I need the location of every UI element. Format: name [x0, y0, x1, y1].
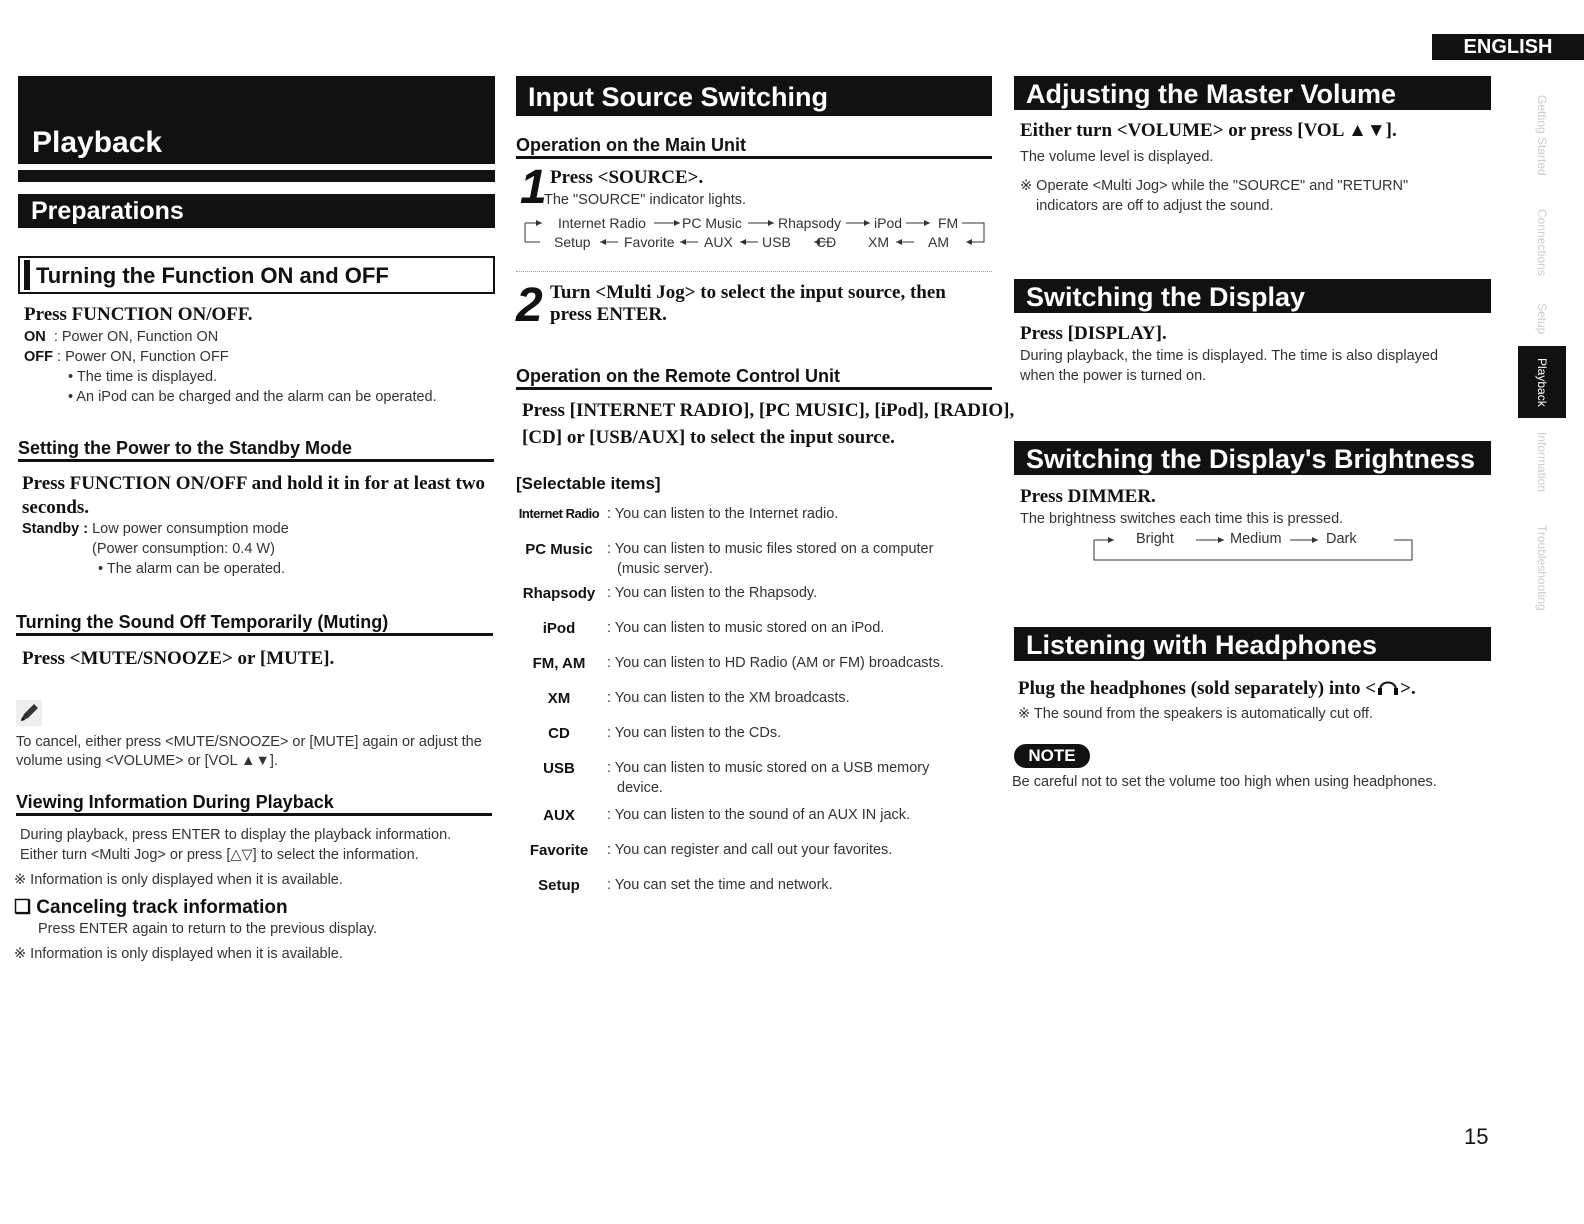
muting-heading: Turning the Sound Off Temporarily (Muting) — [16, 612, 493, 636]
note-text: Be careful not to set the volume too high when using headphones. — [1012, 774, 1437, 790]
item-description: : You can register and call out your favorites. — [607, 842, 893, 858]
side-tab-playback[interactable]: Playback — [1518, 346, 1566, 418]
main-unit-heading: Operation on the Main Unit — [516, 135, 992, 159]
page-number: 15 — [1464, 1124, 1489, 1149]
on-row: ON : Power ON, Function ON — [24, 329, 219, 345]
cancel-muting-text-2: volume using <VOLUME> or [VOL ▲▼]. — [16, 753, 278, 769]
step2-number: 2 — [516, 279, 543, 332]
item-label: XM — [547, 690, 571, 707]
remote-press-1: Press [INTERNET RADIO], [PC MUSIC], [iPod], [RADIO], — [522, 400, 1015, 421]
item-label: Favorite — [529, 842, 589, 859]
standby-press: Press FUNCTION ON/OFF and hold it in for at least two seconds. — [22, 473, 486, 518]
display-text-2: when the power is turned on. — [1020, 368, 1207, 384]
cycle-fm: FM — [938, 215, 959, 231]
standby-alarm: • The alarm can be operated. — [98, 561, 285, 577]
item-label: USB — [543, 760, 575, 777]
dimmer-bright: Bright — [1136, 531, 1174, 547]
item-label: Setup — [538, 877, 580, 894]
playback-title: Playback — [18, 76, 495, 164]
off-row: OFF : Power ON, Function OFF — [24, 349, 229, 365]
dimmer-text: The brightness switches each time this is pressed. — [1020, 511, 1344, 527]
item-description: : You can listen to music stored on an iPod. — [607, 620, 885, 636]
item-description: : You can listen to the sound of an AUX IN jack. — [607, 807, 911, 823]
cycle-rhapsody: Rhapsody — [778, 215, 842, 231]
side-tab-setup[interactable]: Setup — [1535, 303, 1549, 335]
item-description: : You can listen to the Internet radio. — [607, 506, 839, 522]
item-label: AUX — [543, 807, 575, 824]
cycle-am: AM — [928, 234, 949, 250]
standby-heading: Setting the Power to the Standby Mode — [18, 438, 494, 462]
dimmer-dark: Dark — [1326, 531, 1357, 547]
display-text-1: During playback, the time is displayed. The time is also displayed — [1020, 348, 1439, 364]
dimmer-cycle-diagram — [1092, 530, 1414, 564]
cycle-xm: XM — [868, 234, 889, 250]
divider — [18, 170, 495, 182]
volume-note-2: indicators are off to adjust the sound. — [1036, 198, 1274, 214]
item-label: FM, AM — [532, 655, 586, 672]
pencil-icon — [16, 700, 42, 726]
cycle-favorite: Favorite — [624, 234, 675, 250]
language-tab: ENGLISH — [1432, 34, 1584, 60]
item-label: PC Music — [525, 541, 593, 558]
item-description-cont: (music server). — [617, 561, 713, 577]
dimmer-medium: Medium — [1230, 531, 1282, 547]
dimmer-press: Press DIMMER. — [1020, 486, 1156, 507]
headphones-press: Plug the headphones (sold separately) into < >. — [1018, 678, 1416, 699]
press-function: Press FUNCTION ON/OFF. — [24, 304, 253, 325]
item-label: CD — [548, 725, 570, 742]
canceling-note: ※ Information is only displayed when it is available. — [14, 946, 343, 962]
side-tab-information[interactable]: Information — [1535, 431, 1549, 493]
item-description: : You can listen to the CDs. — [607, 725, 782, 741]
cycle-usb: USB — [762, 234, 791, 250]
step1-text: The "SOURCE" indicator lights. — [544, 192, 747, 208]
cycle-ipod: iPod — [874, 215, 903, 231]
step1-press: Press <SOURCE>. — [550, 167, 704, 188]
bullet-ipod: • An iPod can be charged and the alarm can be operated. — [68, 389, 437, 405]
viewing-heading: Viewing Information During Playback — [16, 792, 492, 816]
item-description: : You can listen to the Rhapsody. — [607, 585, 818, 601]
source-cycle-diagram — [522, 212, 992, 256]
preparations-heading: Preparations — [18, 194, 495, 228]
viewing-text-2: Either turn <Multi Jog> or press [△▽] to select the information. — [20, 847, 419, 863]
side-tab-getting-started[interactable]: Getting Started — [1535, 94, 1549, 176]
item-description-cont: device. — [617, 780, 663, 796]
muting-press: Press <MUTE/SNOOZE> or [MUTE]. — [22, 648, 335, 669]
note-badge: NOTE — [1014, 744, 1090, 768]
master-volume-heading: Adjusting the Master Volume — [1014, 76, 1491, 110]
item-description: : You can listen to music files stored on a computer — [607, 541, 934, 557]
canceling-text: Press ENTER again to return to the previous display. — [38, 921, 378, 937]
cycle-pc-music: PC Music — [682, 215, 742, 231]
standby-row: Standby : Low power consumption mode — [22, 521, 289, 537]
viewing-text-1: During playback, press ENTER to display the playback information. — [20, 827, 452, 843]
step2-text: Turn <Multi Jog> to select the input source, then press ENTER. — [550, 282, 946, 325]
canceling-heading: ❑ Canceling track information — [14, 897, 288, 918]
cycle-setup: Setup — [554, 234, 591, 250]
item-label: Internet Radio — [518, 506, 600, 521]
side-tab-troubleshooting[interactable]: Troubleshooting — [1535, 525, 1549, 611]
item-description: : You can listen to the XM broadcasts. — [607, 690, 850, 706]
item-description: : You can listen to HD Radio (AM or FM) broadcasts. — [607, 655, 944, 671]
selectable-items-heading: [Selectable items] — [516, 474, 661, 493]
cycle-internet-radio: Internet Radio — [558, 215, 646, 231]
remote-press-2: [CD] or [USB/AUX] to select the input source. — [522, 427, 895, 448]
standby-power: (Power consumption: 0.4 W) — [92, 541, 275, 557]
turning-function-heading: Turning the Function ON and OFF — [18, 256, 495, 294]
cancel-muting-text-1: To cancel, either press <MUTE/SNOOZE> or [MUTE] again or adjust the — [16, 734, 482, 750]
cycle-cd: CD — [816, 234, 837, 250]
cycle-aux: AUX — [704, 234, 733, 250]
dotted-divider — [516, 271, 992, 272]
headphones-icon — [1376, 676, 1400, 696]
item-description: : You can set the time and network. — [607, 877, 833, 893]
item-description: : You can listen to music stored on a USB memory — [607, 760, 930, 776]
display-press: Press [DISPLAY]. — [1020, 323, 1167, 344]
switching-display-heading: Switching the Display — [1014, 279, 1491, 313]
viewing-note: ※ Information is only displayed when it is available. — [14, 872, 343, 888]
headphones-note: ※ The sound from the speakers is automatically cut off. — [1018, 706, 1373, 722]
remote-heading: Operation on the Remote Control Unit — [516, 366, 992, 390]
item-label: iPod — [542, 620, 576, 637]
bullet-time: • The time is displayed. — [68, 369, 218, 385]
volume-text: The volume level is displayed. — [1020, 149, 1214, 165]
item-label: Rhapsody — [522, 585, 596, 602]
volume-press: Either turn <VOLUME> or press [VOL ▲▼]. — [1020, 120, 1397, 141]
side-tab-connections[interactable]: Connections — [1535, 208, 1549, 276]
headphones-heading: Listening with Headphones — [1014, 627, 1491, 661]
input-source-heading: Input Source Switching — [516, 76, 992, 116]
brightness-heading: Switching the Display's Brightness — [1014, 441, 1491, 475]
volume-note-1: ※ Operate <Multi Jog> while the "SOURCE" and "RETURN" — [1020, 178, 1409, 194]
side-tabs — [1518, 80, 1566, 640]
step1-number: 1 — [520, 161, 547, 214]
